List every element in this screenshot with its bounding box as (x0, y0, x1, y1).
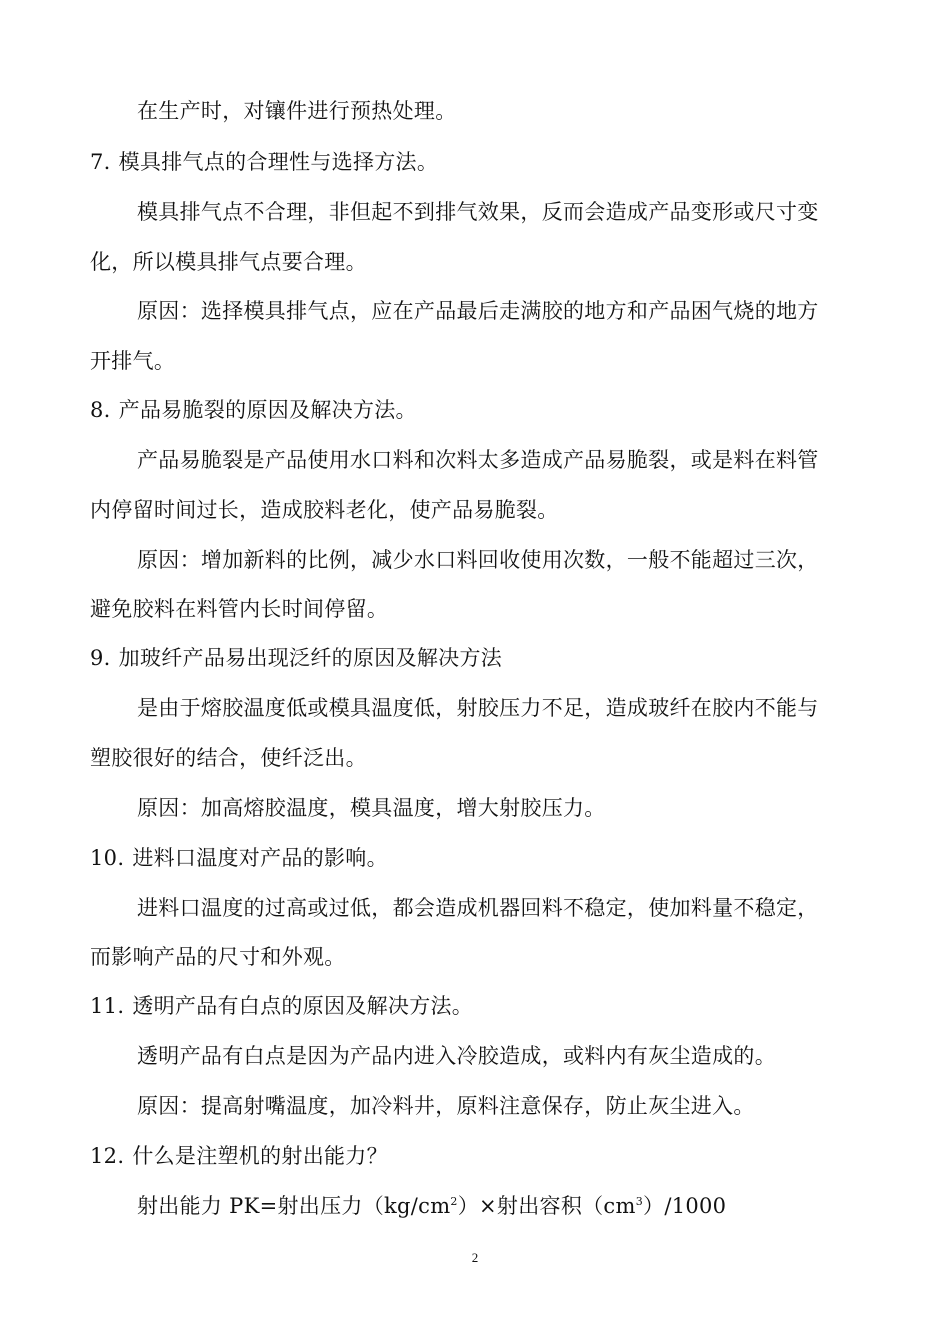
section-title: 什么是注塑机的射出能力？ (132, 1144, 388, 1168)
paragraph-line: 在生产时，对镶件进行预热处理。 (137, 99, 457, 123)
formula-line (137, 1191, 726, 1221)
paragraph-line: 开排气。 (90, 349, 176, 373)
paragraph-line: 原因：选择模具排气点，应在产品最后走满胶的地方和产品困气烧的地方 (137, 299, 819, 323)
section-heading-11 (90, 991, 473, 1021)
paragraph-line: 内停留时间过长，造成胶料老化，使产品易脆裂。 (90, 498, 559, 522)
section-title: 模具排气点的合理性与选择方法。 (118, 150, 439, 174)
section-heading-7 (90, 147, 438, 177)
paragraph-line: 原因：提高射嘴温度，加冷料井，原料注意保存，防止灰尘进入。 (137, 1094, 755, 1118)
section-number: 10. (90, 846, 125, 870)
section-title: 进料口温度对产品的影响。 (132, 846, 388, 870)
section-number: 11. (90, 994, 125, 1018)
paragraph-line: 进料口温度的过高或过低，都会造成机器回料不稳定，使加料量不稳定， (137, 896, 819, 920)
page-number: 2 (471, 1250, 479, 1265)
formula-text: ）/1000 (643, 1194, 727, 1218)
section-number: 7. (90, 150, 111, 174)
superscript: 2 (450, 1195, 458, 1208)
section-heading-8 (90, 395, 417, 425)
section-title: 产品易脆裂的原因及解决方法。 (118, 398, 417, 422)
paragraph-line: 原因：加高熔胶温度，模具温度，增大射胶压力。 (137, 796, 606, 820)
paragraph-line: 产品易脆裂是产品使用水口料和次料太多造成产品易脆裂，或是料在料管 (137, 448, 819, 472)
section-heading-9 (90, 643, 502, 673)
section-number: 12. (90, 1144, 125, 1168)
paragraph-line: 塑胶很好的结合，使纤泛出。 (90, 746, 367, 770)
paragraph-line: 透明产品有白点是因为产品内进入冷胶造成，或料内有灰尘造成的。 (137, 1044, 776, 1068)
section-heading-12 (90, 1141, 388, 1171)
paragraph-line: 避免胶料在料管内长时间停留。 (90, 597, 389, 621)
paragraph-line: 模具排气点不合理，非但起不到排气效果，反而会造成产品变形或尺寸变 (137, 200, 819, 224)
section-title: 加玻纤产品易出现泛纤的原因及解决方法 (118, 646, 503, 670)
section-number: 8. (90, 398, 111, 422)
section-title: 透明产品有白点的原因及解决方法。 (132, 994, 474, 1018)
paragraph-line: 而影响产品的尺寸和外观。 (90, 945, 346, 969)
section-heading-10 (90, 843, 388, 873)
paragraph-line: 化，所以模具排气点要合理。 (90, 250, 367, 274)
formula-text: 射出能力 PK=射出压力（kg/cm (137, 1194, 451, 1218)
paragraph-line: 是由于熔胶温度低或模具温度低，射胶压力不足，造成玻纤在胶内不能与 (137, 696, 819, 720)
section-number: 9. (90, 646, 111, 670)
superscript: 3 (635, 1195, 644, 1208)
paragraph-line: 原因：增加新料的比例，减少水口料回收使用次数，一般不能超过三次， (137, 548, 819, 572)
formula-text: ）×射出容积（cm (457, 1194, 636, 1218)
